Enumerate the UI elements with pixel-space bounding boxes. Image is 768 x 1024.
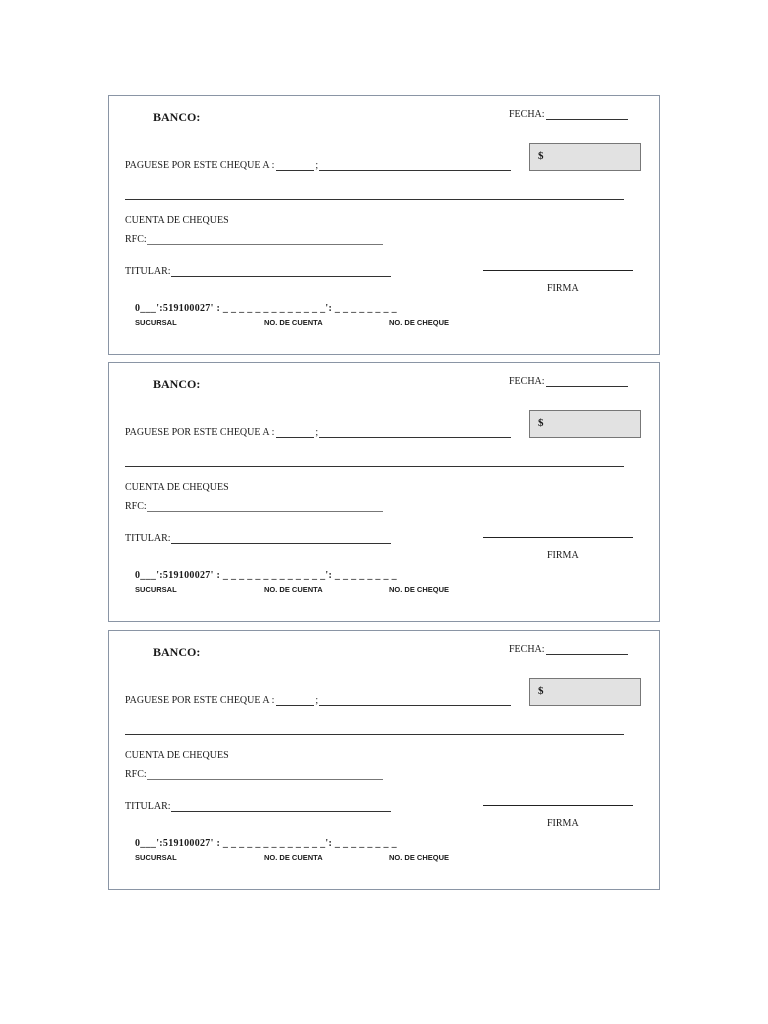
payee-separator: ; <box>315 427 319 438</box>
signature-line[interactable] <box>483 537 633 538</box>
rfc-label: RFC: <box>125 501 147 512</box>
date-label: FECHA: <box>509 376 545 387</box>
payee-line-long <box>319 160 511 171</box>
holder-label: TITULAR: <box>125 266 171 277</box>
payee-separator: ; <box>315 695 319 706</box>
signature-label: FIRMA <box>547 550 579 561</box>
rfc-line <box>147 501 383 512</box>
account-type: CUENTA DE CHEQUES <box>125 482 229 493</box>
holder-line <box>171 266 391 277</box>
micr-line: 0___':519100027' : _ _ _ _ _ _ _ _ _ _ _ _ _': _ _ _ _ _ _ _ _ <box>135 570 397 581</box>
rfc-field[interactable] <box>125 769 383 780</box>
currency-symbol: $ <box>538 685 544 697</box>
holder-field[interactable] <box>125 266 391 277</box>
micr-line: 0___':519100027' : _ _ _ _ _ _ _ _ _ _ _ _ _': _ _ _ _ _ _ _ _ <box>135 838 397 849</box>
bank-label: BANCO: <box>153 110 201 124</box>
signature-label: FIRMA <box>547 818 579 829</box>
rfc-label: RFC: <box>125 769 147 780</box>
amount-box[interactable] <box>529 143 641 171</box>
cheque-2 <box>108 362 660 622</box>
rfc-field[interactable] <box>125 501 383 512</box>
rfc-label: RFC: <box>125 234 147 245</box>
holder-field[interactable] <box>125 533 391 544</box>
payee-separator: ; <box>315 160 319 171</box>
cheque-3 <box>108 630 660 890</box>
bank-label: BANCO: <box>153 645 201 659</box>
amount-words-line[interactable] <box>125 734 624 735</box>
date-line <box>546 644 628 655</box>
rfc-field[interactable] <box>125 234 383 245</box>
account-number-label: NO. DE CUENTA <box>264 853 323 862</box>
holder-field[interactable] <box>125 801 391 812</box>
cheque-1 <box>108 95 660 355</box>
payee-line-short <box>276 427 314 438</box>
date-field[interactable] <box>509 376 628 387</box>
date-label: FECHA: <box>509 109 545 120</box>
bank-label: BANCO: <box>153 377 201 391</box>
branch-label: SUCURSAL <box>135 853 177 862</box>
payee-field[interactable] <box>125 160 511 171</box>
payee-field[interactable] <box>125 695 511 706</box>
amount-words-line[interactable] <box>125 199 624 200</box>
payee-line-long <box>319 695 511 706</box>
amount-words-line[interactable] <box>125 466 624 467</box>
payee-line-long <box>319 427 511 438</box>
rfc-line <box>147 769 383 780</box>
signature-line[interactable] <box>483 805 633 806</box>
signature-label: FIRMA <box>547 283 579 294</box>
cheque-number-label: NO. DE CHEQUE <box>389 318 450 327</box>
date-field[interactable] <box>509 109 628 120</box>
date-line <box>546 376 628 387</box>
currency-symbol: $ <box>538 417 544 429</box>
holder-line <box>171 533 391 544</box>
date-label: FECHA: <box>509 644 545 655</box>
payee-label: PAGUESE POR ESTE CHEQUE A : <box>125 160 275 171</box>
payee-field[interactable] <box>125 427 511 438</box>
payee-line-short <box>276 160 314 171</box>
cheque-number-label: NO. DE CHEQUE <box>389 853 450 862</box>
payee-label: PAGUESE POR ESTE CHEQUE A : <box>125 695 275 706</box>
signature-line[interactable] <box>483 270 633 271</box>
rfc-line <box>147 234 383 245</box>
branch-label: SUCURSAL <box>135 318 177 327</box>
currency-symbol: $ <box>538 150 544 162</box>
payee-label: PAGUESE POR ESTE CHEQUE A : <box>125 427 275 438</box>
holder-label: TITULAR: <box>125 533 171 544</box>
cheque-number-label: NO. DE CHEQUE <box>389 585 450 594</box>
account-number-label: NO. DE CUENTA <box>264 585 323 594</box>
account-type: CUENTA DE CHEQUES <box>125 750 229 761</box>
payee-line-short <box>276 695 314 706</box>
date-line <box>546 109 628 120</box>
branch-label: SUCURSAL <box>135 585 177 594</box>
micr-line: 0___':519100027' : _ _ _ _ _ _ _ _ _ _ _ _ _': _ _ _ _ _ _ _ _ <box>135 303 397 314</box>
account-number-label: NO. DE CUENTA <box>264 318 323 327</box>
amount-box[interactable] <box>529 678 641 706</box>
holder-label: TITULAR: <box>125 801 171 812</box>
holder-line <box>171 801 391 812</box>
date-field[interactable] <box>509 644 628 655</box>
account-type: CUENTA DE CHEQUES <box>125 215 229 226</box>
amount-box[interactable] <box>529 410 641 438</box>
